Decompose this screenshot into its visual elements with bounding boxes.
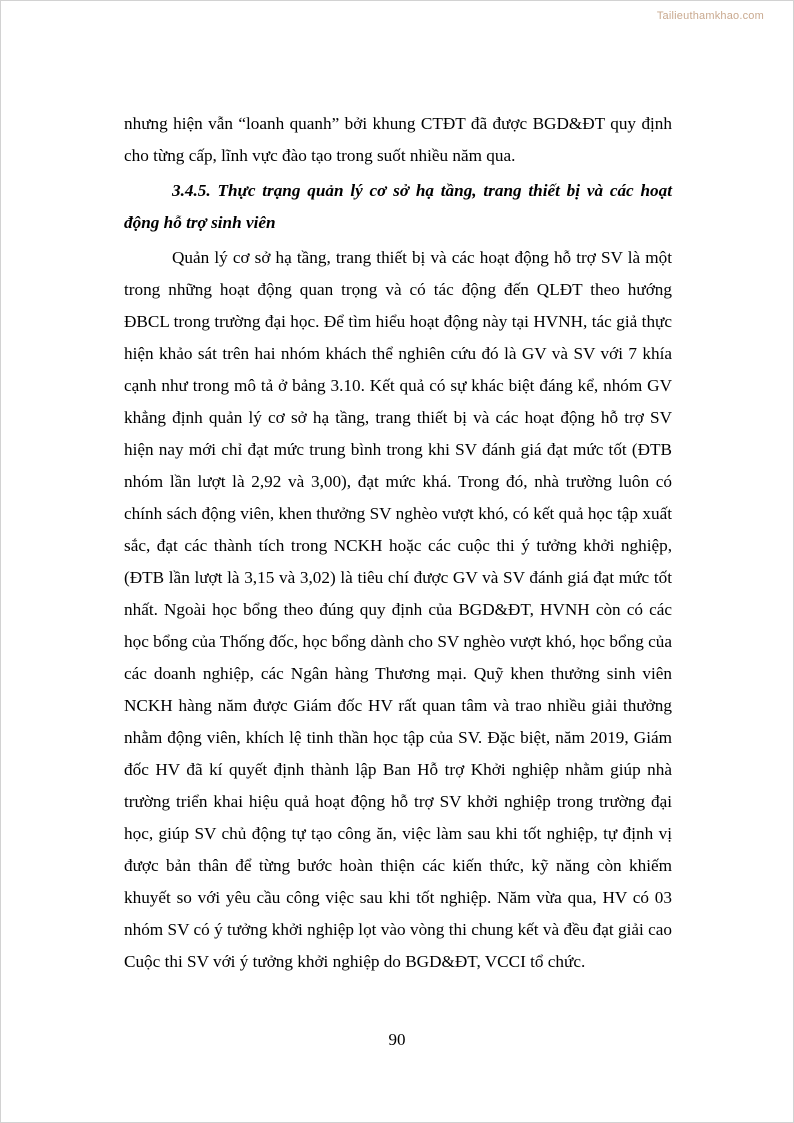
page-content bbox=[124, 108, 672, 978]
section-heading: 3.4.5. Thực trạng quản lý cơ sở hạ tầng, trang thiết bị và các hoạt động hỗ trợ sinh viên bbox=[124, 181, 672, 232]
body-paragraph: Quản lý cơ sở hạ tầng, trang thiết bị và các hoạt động hỗ trợ SV là một trong những hoạt động quan trọng và có tác động đến QLĐT theo hướng ĐBCL trong trường đại học. Để tìm hiểu hoạt động này tại HVNH, tác giả thực hiện khảo sát trên hai nhóm khách thể nghiên cứu đó là GV và SV với 7 khía cạnh như trong mô tả ở bảng 3.10. Kết quả có sự khác biệt đáng kể, nhóm GV khẳng định quản lý cơ sở hạ tầng, trang thiết bị và các hoạt động hỗ trợ SV hiện nay mới chỉ đạt mức trung bình trong khi SV đánh giá đạt mức tốt (ĐTB nhóm lần lượt là 2,92 và 3,00), đạt mức khá. Trong đó, nhà trường luôn có chính sách động viên, khen thưởng SV nghèo vượt khó, có kết quả học tập xuất sắc, đạt các thành tích trong NCKH hoặc các cuộc thi ý tưởng khởi nghiệp, (ĐTB lần lượt là 3,15 và 3,02) là tiêu chí được GV và SV đánh giá đạt mức tốt nhất. Ngoài học bổng theo đúng quy định của BGD&ĐT, HVNH còn có các học bổng của Thống đốc, học bổng dành cho SV nghèo vượt khó, học bổng của các doanh nghiệp, các Ngân hàng Thương mại. Quỹ khen thưởng sinh viên NCKH hàng năm được Giám đốc HV rất quan tâm và trao nhiều giải thưởng nhằm động viên, khích lệ tinh thần học tập của SV. Đặc biệt, năm 2019, Giám đốc HV đã kí quyết định thành lập Ban Hỗ trợ Khởi nghiệp nhằm giúp nhà trường triển khai hiệu quả hoạt động hỗ trợ SV khởi nghiệp trong trường đại học, giúp SV chủ động tự tạo công ăn, việc làm sau khi tốt nghiệp, tự định vị được bản thân để từng bước hoàn thiện các kiến thức, kỹ năng còn khiếm khuyết so với yêu cầu công việc sau khi tốt nghiệp. Năm vừa qua, HV có 03 nhóm SV có ý tưởng khởi nghiệp lọt vào vòng thi chung kết và đều đạt giải cao Cuộc thi SV với ý tưởng khởi nghiệp do BGD&ĐT, VCCI tổ chức. bbox=[124, 248, 672, 971]
watermark-text: Tailieuthamkhao.com bbox=[656, 10, 764, 22]
continued-paragraph: nhưng hiện vẫn “loanh quanh” bởi khung CTĐT đã được BGD&ĐT quy định cho từng cấp, lĩnh vực đào tạo trong suốt nhiều năm qua. bbox=[124, 114, 672, 165]
page-number: 90 bbox=[388, 1030, 406, 1049]
